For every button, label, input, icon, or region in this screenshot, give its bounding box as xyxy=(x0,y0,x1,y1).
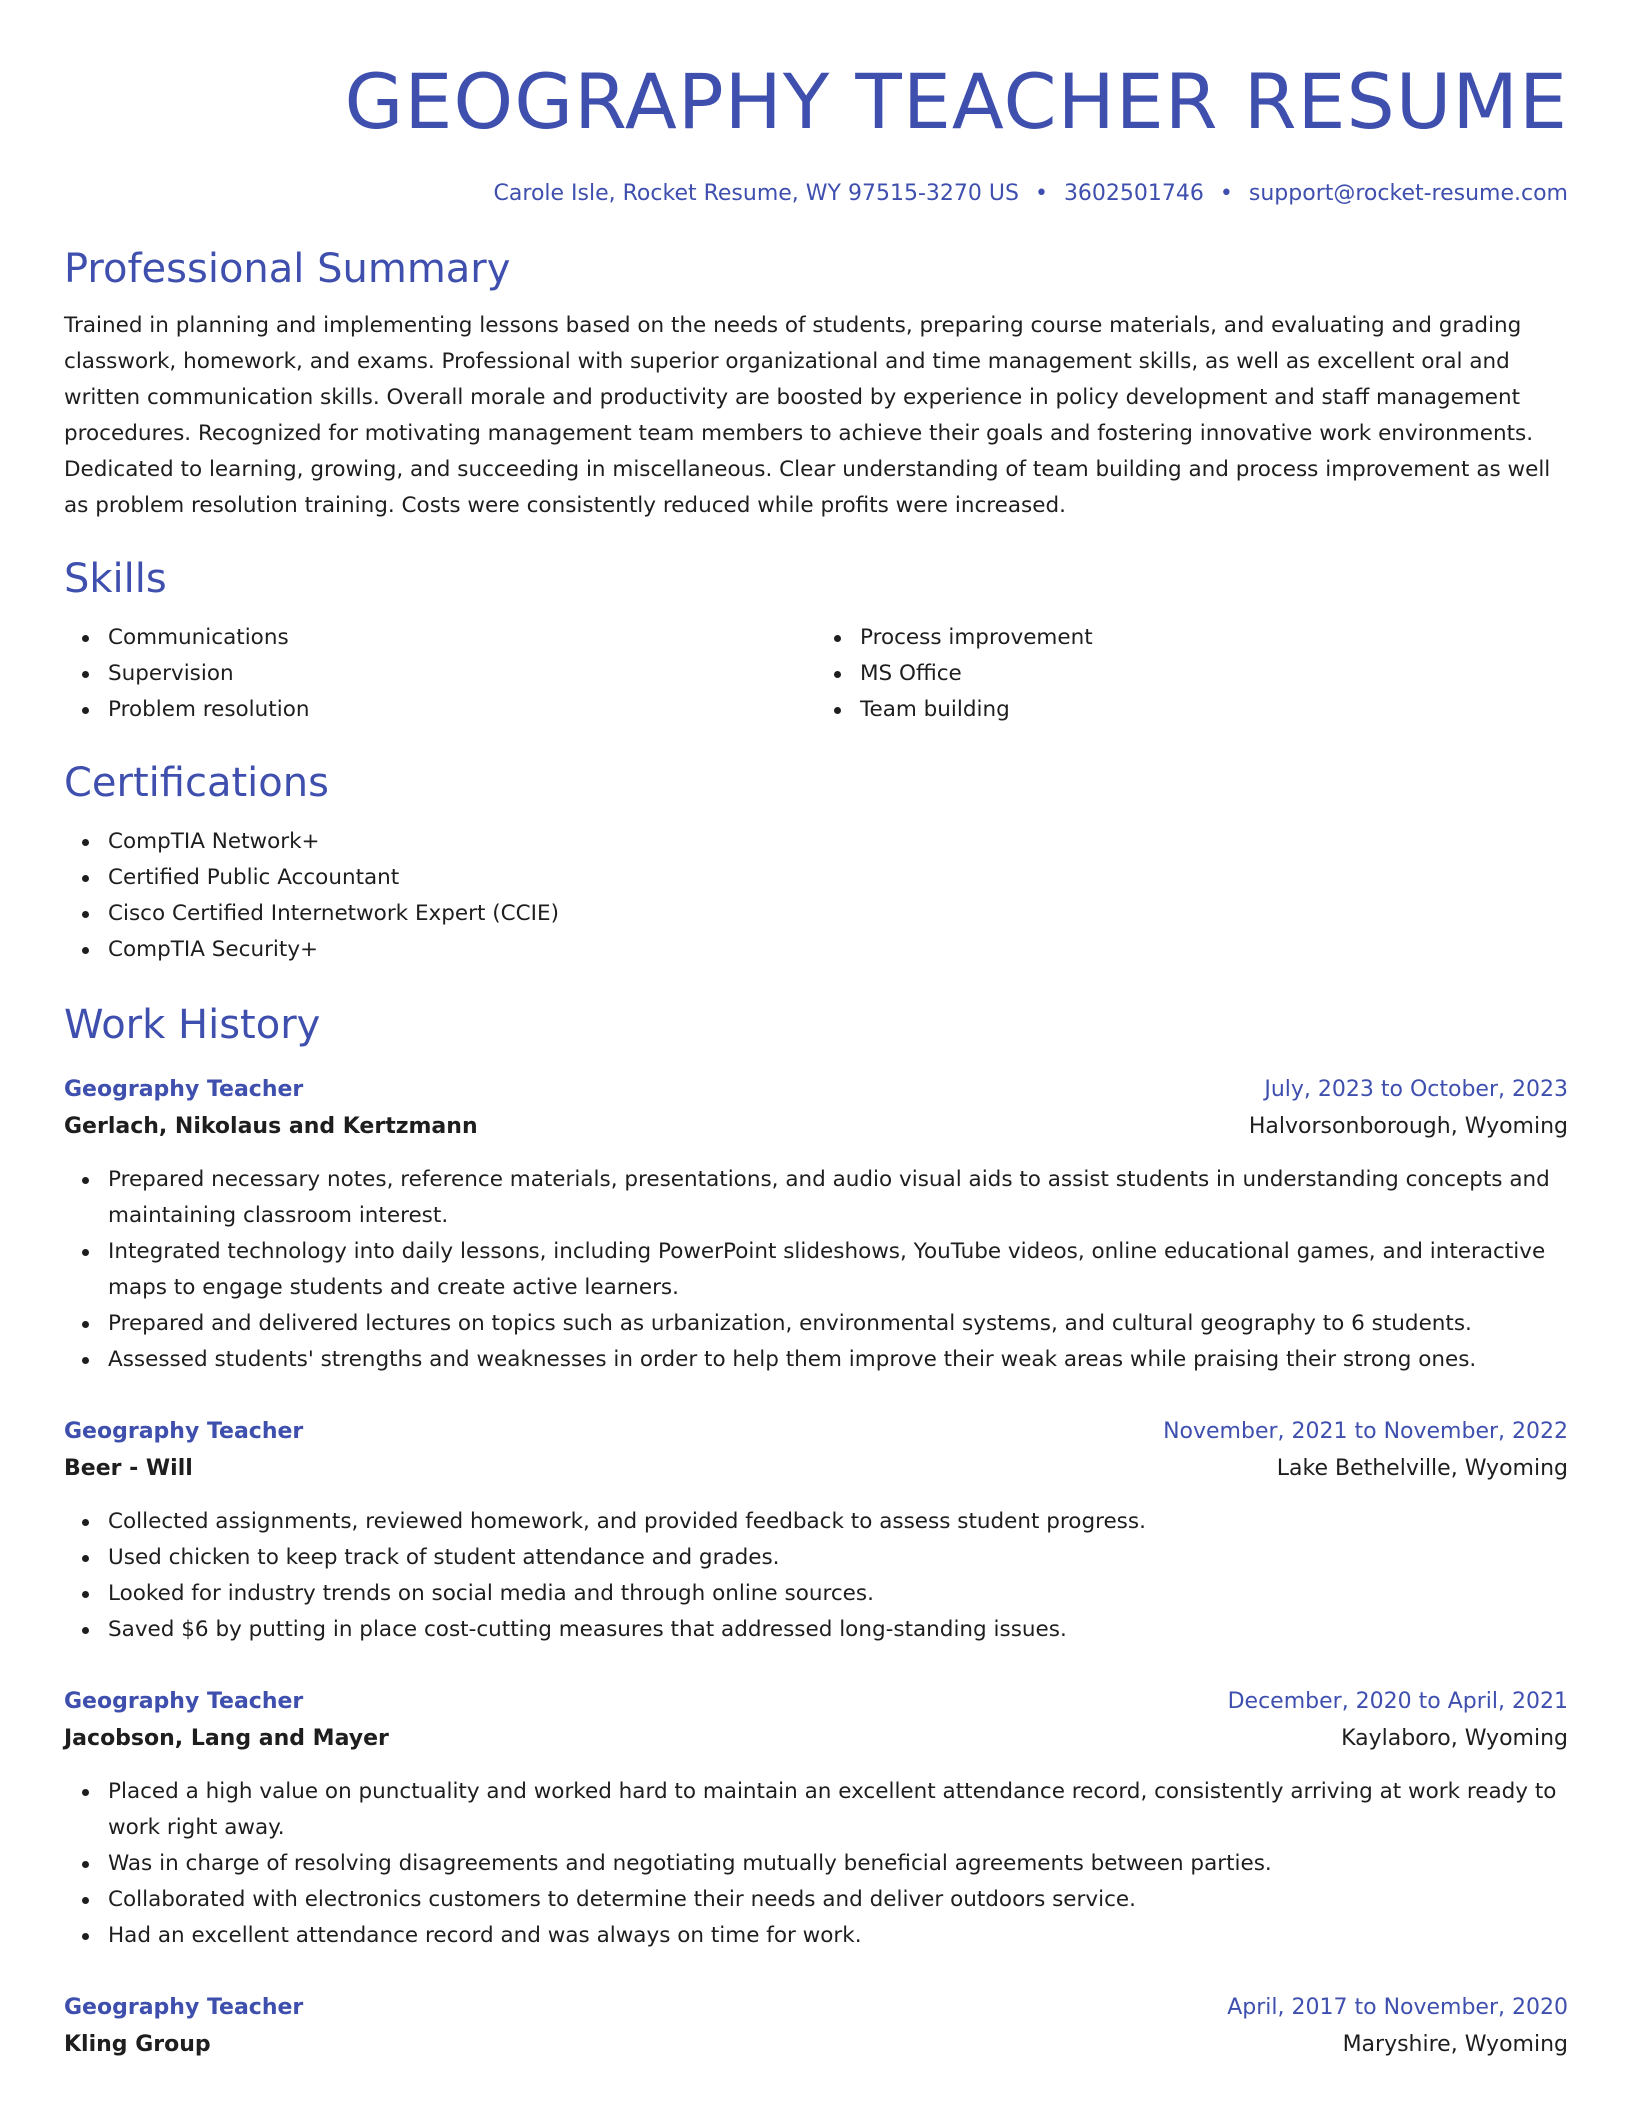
job-company-row xyxy=(64,1108,1568,1146)
skill-item: Communications xyxy=(108,620,816,656)
job-bullet: Integrated technology into daily lessons, including PowerPoint slideshows, YouTube videos, online educational games, and interactive maps to engage students and create active learners. xyxy=(108,1234,1568,1306)
job-entry xyxy=(64,1072,1568,1378)
contact-separator: • xyxy=(1219,181,1233,206)
job-bullets xyxy=(64,1504,1568,1648)
skill-item: Process improvement xyxy=(860,620,1568,656)
skills-list xyxy=(64,620,1568,728)
job-bullet: Used chicken to keep track of student attendance and grades. xyxy=(108,1540,1568,1576)
job-company-row xyxy=(64,1450,1568,1488)
job-entry xyxy=(64,1414,1568,1648)
skill-item: Problem resolution xyxy=(108,692,816,728)
job-company: Jacobson, Lang and Mayer xyxy=(64,1726,389,1751)
work-history-heading: Work History xyxy=(64,1002,321,1048)
resume-title: GEOGRAPHY TEACHER RESUME xyxy=(344,57,1568,146)
job-bullet: Had an excellent attendance record and was always on time for work. xyxy=(108,1918,1568,1954)
contact-line xyxy=(64,178,1568,210)
skill-item: Supervision xyxy=(108,656,816,692)
resume-header xyxy=(64,52,1568,210)
job-title: Geography Teacher xyxy=(64,1689,304,1714)
job-location: Maryshire, Wyoming xyxy=(1342,2032,1568,2057)
job-bullet: Placed a high value on punctuality and worked hard to maintain an excellent attendance record, consistently arriving at work ready to work right away. xyxy=(108,1774,1568,1846)
job-bullet: Was in charge of resolving disagreements and negotiating mutually beneficial agreements between parties. xyxy=(108,1846,1568,1882)
summary-heading: Professional Summary xyxy=(64,246,511,292)
certifications-heading: Certifications xyxy=(64,760,329,806)
certification-item: CompTIA Network+ xyxy=(108,824,1568,860)
job-bullet: Collected assignments, reviewed homework, and provided feedback to assess student progress. xyxy=(108,1504,1568,1540)
job-title: Geography Teacher xyxy=(64,1995,304,2020)
certifications-list xyxy=(64,824,1568,968)
job-location: Lake Bethelville, Wyoming xyxy=(1276,1456,1568,1481)
job-title: Geography Teacher xyxy=(64,1077,304,1102)
job-company-row xyxy=(64,2026,1568,2064)
contact-email[interactable]: support@rocket-resume.com xyxy=(1248,181,1568,206)
contact-separator: • xyxy=(1034,181,1048,206)
job-bullet: Prepared and delivered lectures on topics such as urbanization, environmental systems, and cultural geography to 6 students. xyxy=(108,1306,1568,1342)
job-location: Kaylaboro, Wyoming xyxy=(1341,1726,1568,1751)
job-dates: July, 2023 to October, 2023 xyxy=(1264,1077,1568,1102)
job-title-row xyxy=(64,1414,1568,1450)
job-title-row xyxy=(64,1990,1568,2026)
job-location: Halvorsonborough, Wyoming xyxy=(1248,1114,1568,1139)
summary-text: Trained in planning and implementing lessons based on the needs of students, preparing course materials, and evaluating and grading classwork, homework, and exams. Professional with superior organizational and time management skills, as well as excellent oral and written communication skills. Overall morale and productivity are boosted by experience in policy development and staff management procedures. Recognized for motivating management team members to achieve their goals and fostering innovative work environments. Dedicated to learning, growing, and succeeding in miscellaneous. Clear understanding of team building and process improvement as well as problem resolution training. Costs were consistently reduced while profits were increased. xyxy=(64,313,1551,518)
contact-phone[interactable]: 3602501746 xyxy=(1063,181,1204,206)
job-company: Beer - Will xyxy=(64,1456,193,1481)
skill-item: Team building xyxy=(860,692,1568,728)
job-bullet: Prepared necessary notes, reference materials, presentations, and audio visual aids to assist students in understanding concepts and maintaining classroom interest. xyxy=(108,1162,1568,1234)
job-title: Geography Teacher xyxy=(64,1419,304,1444)
job-bullet: Saved $6 by putting in place cost-cutting measures that addressed long-standing issues. xyxy=(108,1612,1568,1648)
job-dates: November, 2021 to November, 2022 xyxy=(1163,1419,1568,1444)
job-bullet: Assessed students' strengths and weaknesses in order to help them improve their weak areas while praising their strong ones. xyxy=(108,1342,1568,1378)
certification-item: CompTIA Security+ xyxy=(108,932,1568,968)
job-bullets xyxy=(64,1774,1568,1954)
skills-column-right xyxy=(816,620,1568,728)
certification-item: Certified Public Accountant xyxy=(108,860,1568,896)
job-entry xyxy=(64,1990,1568,2064)
contact-address: Carole Isle, Rocket Resume, WY 97515-3270 US xyxy=(493,181,1019,206)
certification-item: Cisco Certified Internetwork Expert (CCIE) xyxy=(108,896,1568,932)
skills-column-left xyxy=(64,620,816,728)
job-title-row xyxy=(64,1684,1568,1720)
job-dates: April, 2017 to November, 2020 xyxy=(1227,1995,1568,2020)
job-dates: December, 2020 to April, 2021 xyxy=(1227,1689,1568,1714)
job-company: Gerlach, Nikolaus and Kertzmann xyxy=(64,1114,478,1139)
job-company-row xyxy=(64,1720,1568,1758)
job-bullet: Looked for industry trends on social media and through online sources. xyxy=(108,1576,1568,1612)
job-company: Kling Group xyxy=(64,2032,211,2057)
skills-heading: Skills xyxy=(64,556,167,602)
job-bullets xyxy=(64,1162,1568,1378)
job-entry xyxy=(64,1684,1568,1954)
job-bullet: Collaborated with electronics customers to determine their needs and deliver outdoors service. xyxy=(108,1882,1568,1918)
skill-item: MS Office xyxy=(860,656,1568,692)
job-title-row xyxy=(64,1072,1568,1108)
